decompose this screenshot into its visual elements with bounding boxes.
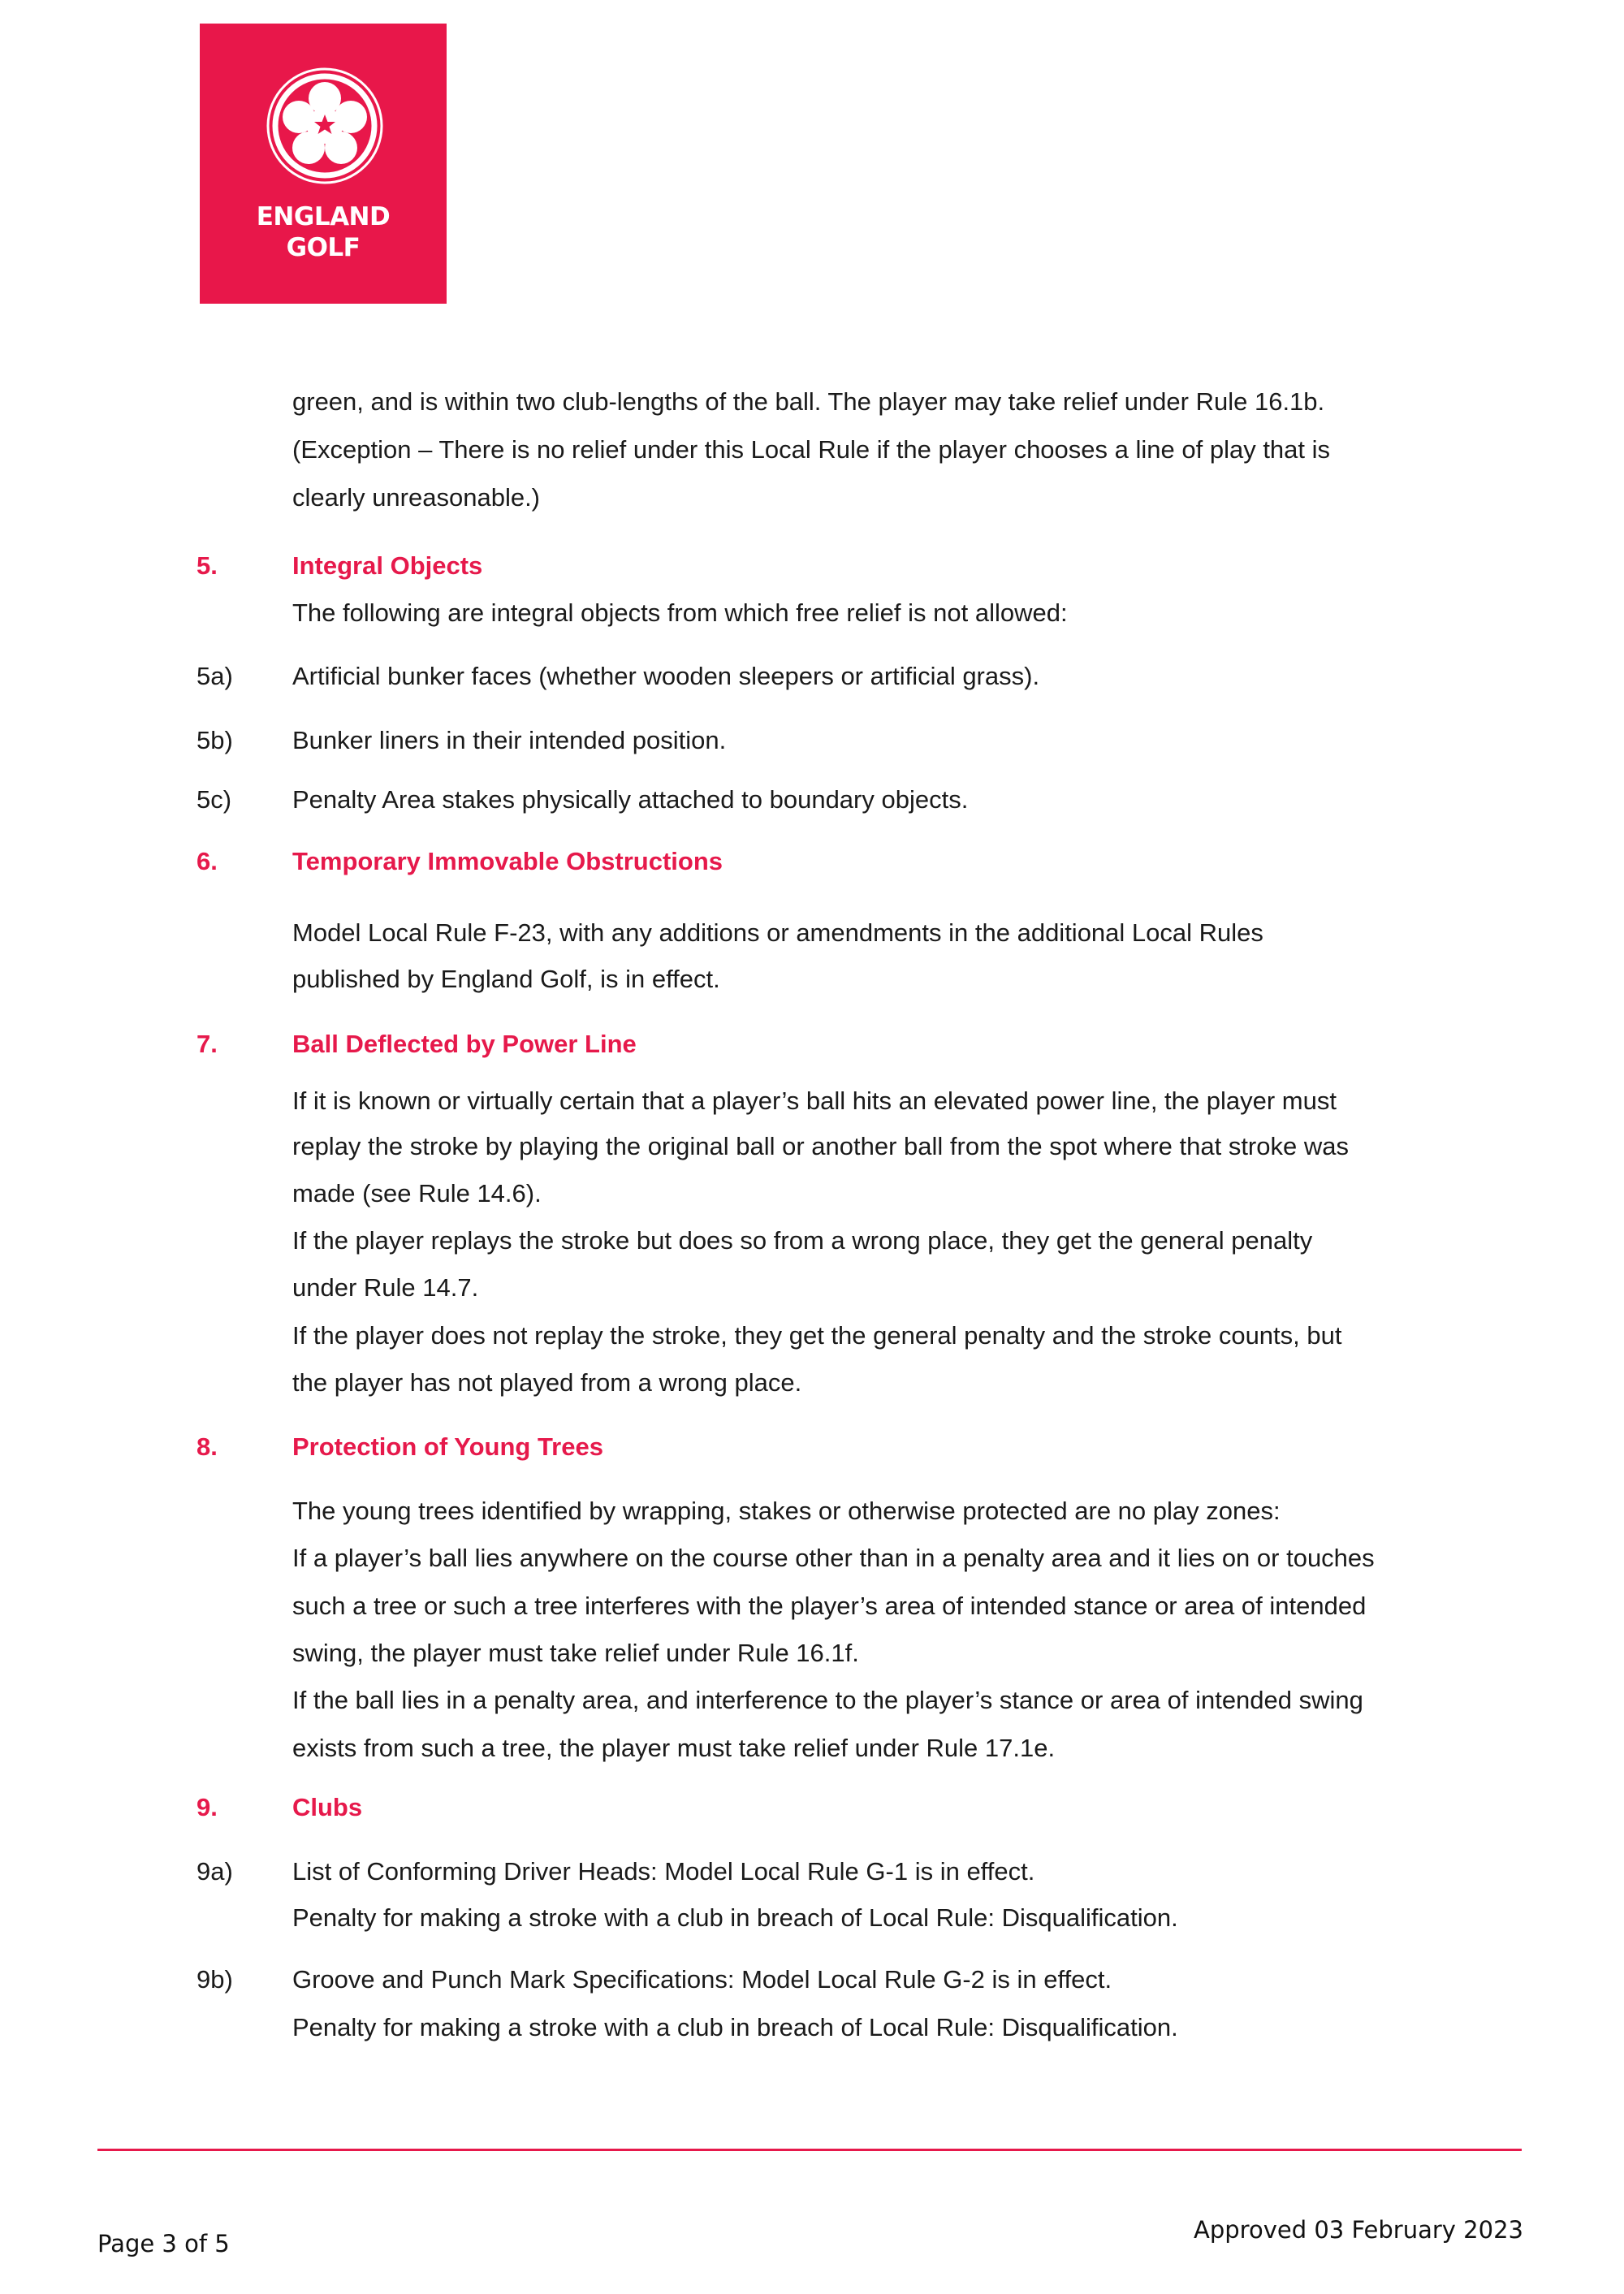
- body-line: If the player does not replay the stroke, they get the general penalty and the stroke counts, but: [292, 1321, 1342, 1350]
- body-line: such a tree or such a tree interferes with the player’s area of intended stance or area of intended: [292, 1592, 1367, 1620]
- item-text: Bunker liners in their intended position.: [292, 726, 727, 754]
- penalty-text: Penalty for making a stroke with a club in breach of Local Rule: Disqualification.: [292, 1903, 1178, 1932]
- section-heading-temporary-immovable-obstructions: Temporary Immovable Obstructions: [292, 847, 723, 875]
- body-line: (Exception – There is no relief under this Local Rule if the player chooses a line of play that is: [292, 435, 1331, 464]
- section-heading-young-trees: Protection of Young Trees: [292, 1432, 603, 1461]
- body-line: If a player’s ball lies anywhere on the course other than in a penalty area and it lies on or touches: [292, 1544, 1375, 1572]
- body-line: Model Local Rule F-23, with any additions or amendments in the additional Local Rules: [292, 918, 1263, 947]
- section-number: 5.: [197, 551, 218, 580]
- logo-text-golf: GOLF: [286, 233, 361, 262]
- footer-divider: [97, 2149, 1522, 2151]
- logo-text-england: ENGLAND: [256, 202, 391, 231]
- item-label: 5b): [197, 726, 233, 754]
- section-heading-ball-deflected: Ball Deflected by Power Line: [292, 1030, 637, 1058]
- approval-date: Approved 03 February 2023: [1194, 2216, 1523, 2244]
- body-line: If the player replays the stroke but does so from a wrong place, they get the general penalty: [292, 1226, 1313, 1255]
- section-heading-clubs: Clubs: [292, 1793, 363, 1821]
- england-golf-logo: [200, 24, 447, 304]
- body-line: made (see Rule 14.6).: [292, 1179, 542, 1207]
- body-line: the player has not played from a wrong place.: [292, 1368, 802, 1397]
- body-line: If the ball lies in a penalty area, and interference to the player’s stance or area of intended swing: [292, 1686, 1363, 1714]
- body-line: replay the stroke by playing the original ball or another ball from the spot where that stroke was: [292, 1132, 1349, 1160]
- section-number: 7.: [197, 1030, 218, 1058]
- item-text: List of Conforming Driver Heads: Model Local Rule G-1 is in effect.: [292, 1857, 1035, 1886]
- section-number: 6.: [197, 847, 218, 875]
- item-text: Groove and Punch Mark Specifications: Model Local Rule G-2 is in effect.: [292, 1965, 1112, 1994]
- item-text: Artificial bunker faces (whether wooden sleepers or artificial grass).: [292, 662, 1040, 690]
- item-label: 9b): [197, 1965, 233, 1994]
- body-line: green, and is within two club-lengths of the ball. The player may take relief under Rule 16.1b.: [292, 387, 1325, 416]
- page-number: Page 3 of 5: [97, 2230, 230, 2257]
- body-line: published by England Golf, is in effect.: [292, 965, 720, 993]
- item-text: Penalty Area stakes physically attached to boundary objects.: [292, 785, 969, 814]
- item-label: 5c): [197, 785, 232, 814]
- section-number: 8.: [197, 1432, 218, 1461]
- body-line: exists from such a tree, the player must take relief under Rule 17.1e.: [292, 1734, 1056, 1762]
- penalty-text: Penalty for making a stroke with a club in breach of Local Rule: Disqualification.: [292, 2013, 1178, 2041]
- section-heading-integral-objects: Integral Objects: [292, 551, 483, 580]
- tudor-rose-icon: [266, 67, 383, 184]
- item-label: 9a): [197, 1857, 233, 1886]
- body-line: The young trees identified by wrapping, stakes or otherwise protected are no play zones:: [292, 1497, 1281, 1525]
- body-line: under Rule 14.7.: [292, 1273, 479, 1302]
- body-line: clearly unreasonable.): [292, 483, 541, 512]
- body-line: If it is known or virtually certain that a player’s ball hits an elevated power line, the player must: [292, 1087, 1337, 1115]
- body-line: swing, the player must take relief under Rule 16.1f.: [292, 1639, 859, 1667]
- item-label: 5a): [197, 662, 233, 690]
- section-number: 9.: [197, 1793, 218, 1821]
- section-intro: The following are integral objects from which free relief is not allowed:: [292, 598, 1068, 627]
